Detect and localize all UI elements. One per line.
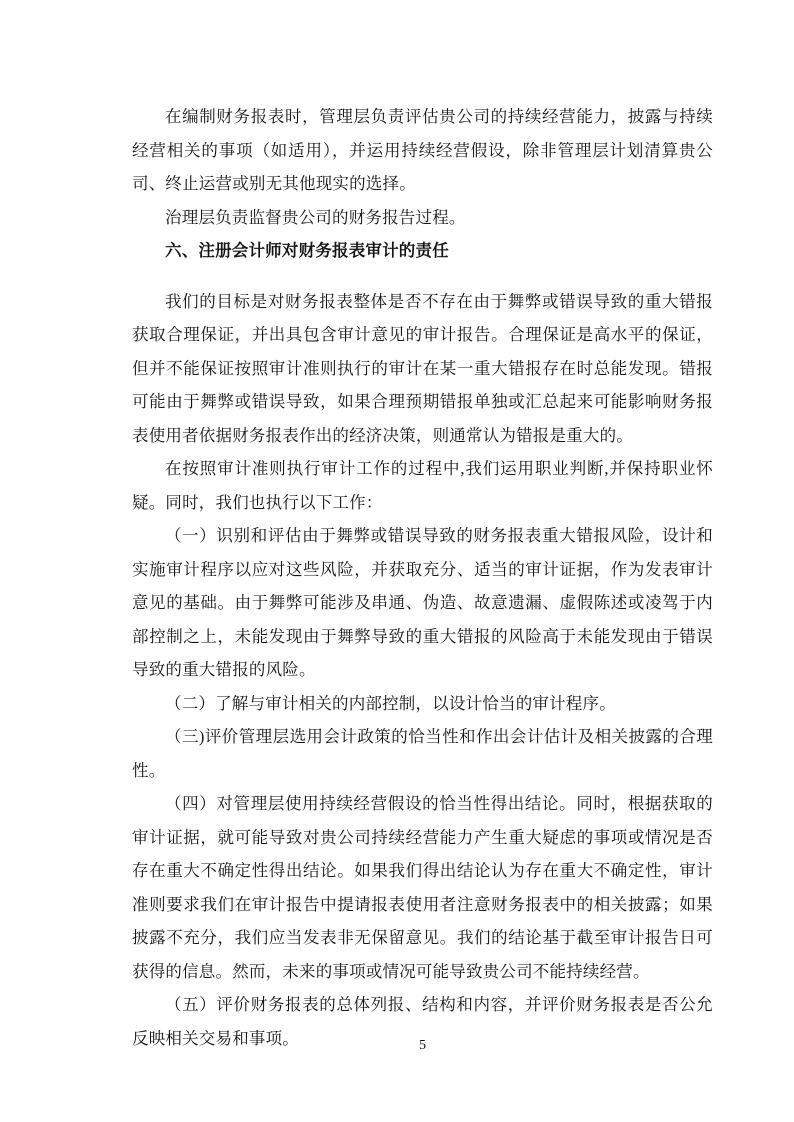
page-number-footer: 5 bbox=[419, 1038, 426, 1053]
paragraph: （三)评价管理层选用会计政策的恰当性和作出会计估计及相关披露的合理性。 bbox=[132, 727, 713, 780]
paragraph: （五）评价财务报表的总体列报、结构和内容，并评价财务报表是否公允反映相关交易和事项。 bbox=[132, 995, 713, 1048]
paragraph: （一）识别和评估由于舞弊或错误导致的财务报表重大错报风险，设计和实施审计程序以应对这些风险，并获取充分、适当的审计证据，作为发表审计意见的基础。由于舞弊可能涉及串通、伪造、故意遗漏、虚假陈述或凌驾于内部控制之上，未能发现由于舞弊导致的重大错报的风险高于未能发现由于错误导致的重大错报的风险。 bbox=[132, 526, 713, 679]
paragraph: 在按照审计准则执行审计工作的过程中,我们运用职业判断,并保持职业怀疑。同时，我们也执行以下工作： bbox=[132, 459, 713, 512]
section-heading: 六、注册会计师对财务报表审计的责任 bbox=[165, 241, 449, 260]
paragraph: 在编制财务报表时，管理层负责评估贵公司的持续经营能力，披露与持续经营相关的事项（如适用），并运用持续经营假设，除非管理层计划清算贵公司、终止运营或别无其他现实的选择。 bbox=[132, 107, 713, 193]
paragraph: 我们的目标是对财务报表整体是否不存在由于舞弊或错误导致的重大错报获取合理保证，并出具包含审计意见的审计报告。合理保证是高水平的保证，但并不能保证按照审计准则执行的审计在某一重大错报存在时总能发现。错报可能由于舞弊或错误导致，如果合理预期错报单独或汇总起来可能影响财务报表使用者依据财务报表作出的经济决策，则通常认为错报是重大的。 bbox=[132, 291, 713, 445]
page-content bbox=[132, 100, 713, 1055]
paragraph: 治理层负责监督贵公司的财务报告过程。 bbox=[165, 207, 466, 227]
paragraph: （二）了解与审计相关的内部控制，以设计恰当的审计程序。 bbox=[165, 693, 616, 713]
paragraph: （四）对管理层使用持续经营假设的恰当性得出结论。同时，根据获取的审计证据，就可能导致对贵公司持续经营能力产生重大疑虑的事项或情况是否存在重大不确定性得出结论。如果我们得出结论认为存在重大不确定性，审计准则要求我们在审计报告中提请报表使用者注意财务报表中的相关披露；如果披露不充分，我们应当发表非无保留意见。我们的结论基于截至审计报告日可获得的信息。然而，未来的事项或情况可能导致贵公司不能持续经营。 bbox=[132, 794, 713, 981]
